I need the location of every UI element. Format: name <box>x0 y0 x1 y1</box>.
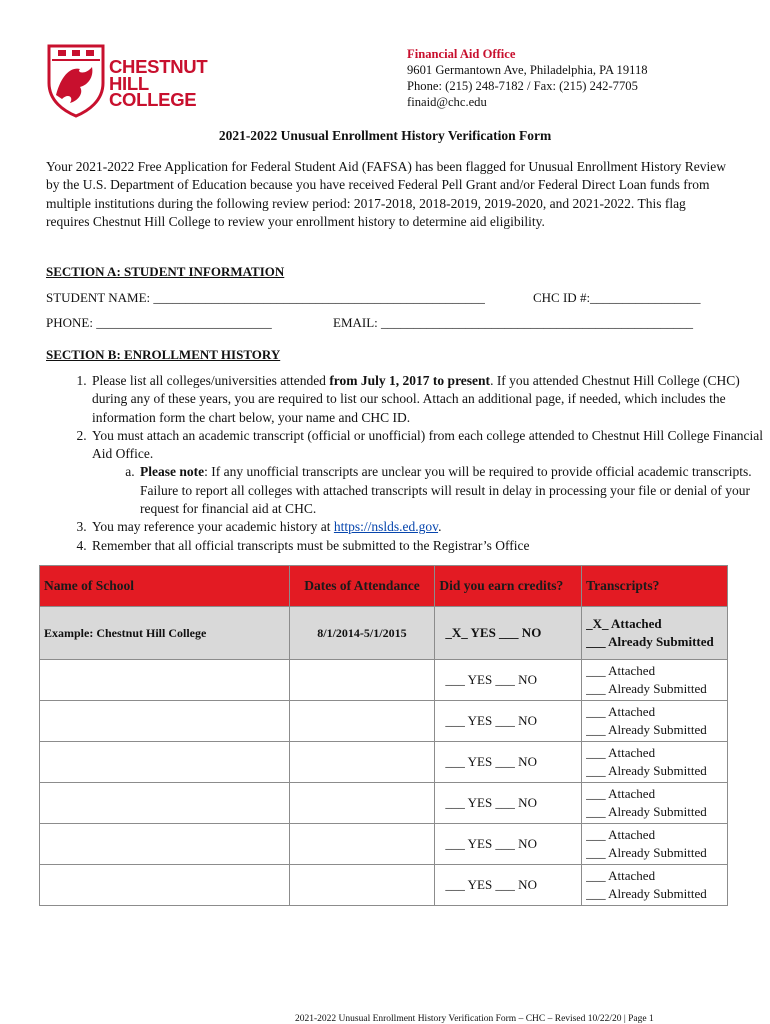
transcripts-cell[interactable] <box>582 824 728 865</box>
item1-text-end: . If you attended Chestnut Hill College (CHC) during any of these years, you are required to list our school. Attach an additional page, if needed, which includes the information form the chart below, your name and CHC ID. <box>92 373 740 425</box>
instruction-item-2a <box>138 463 770 518</box>
dates-cell[interactable] <box>289 660 435 701</box>
school-name-cell[interactable] <box>40 783 290 824</box>
credits-cell[interactable]: ___ YES ___ NO <box>435 783 582 824</box>
header-transcripts: Transcripts? <box>582 566 728 607</box>
office-email: finaid@chc.edu <box>407 95 487 109</box>
trans-attached: ___ Attached <box>586 868 656 883</box>
logo-line-1: CHESTNUT <box>109 56 208 77</box>
credits-cell[interactable]: ___ YES ___ NO <box>435 701 582 742</box>
dates-cell[interactable] <box>289 783 435 824</box>
example-credits: _X_ YES ___ NO <box>435 607 582 660</box>
trans-submitted: ___ Already Submitted <box>586 804 707 819</box>
credits-cell[interactable]: ___ YES ___ NO <box>435 742 582 783</box>
credits-cell[interactable]: ___ YES ___ NO <box>435 824 582 865</box>
office-title: Financial Aid Office <box>407 47 516 61</box>
office-address: 9601 Germantown Ave, Philadelphia, PA 19118 <box>407 63 648 77</box>
transcripts-cell[interactable] <box>582 865 728 906</box>
table-row <box>40 783 728 824</box>
transcripts-cell[interactable] <box>582 660 728 701</box>
table-row <box>40 824 728 865</box>
section-b-heading: SECTION B: ENROLLMENT HISTORY <box>46 347 281 362</box>
item2a-bold: Please note <box>140 464 205 480</box>
trans-attached: ___ Attached <box>586 745 656 760</box>
trans-attached: ___ Attached <box>586 786 656 801</box>
trans-attached: ___ Attached <box>586 704 656 719</box>
trans-attached: ___ Attached <box>586 827 656 842</box>
phone-field[interactable]: PHONE: ___________________________ <box>46 315 272 330</box>
dates-cell[interactable] <box>289 865 435 906</box>
table-row <box>40 865 728 906</box>
college-logo <box>46 43 206 118</box>
example-trans-attached: _X_ Attached <box>586 616 662 631</box>
credits-cell[interactable]: ___ YES ___ NO <box>435 865 582 906</box>
school-name-cell[interactable] <box>40 660 290 701</box>
intro-paragraph: Your 2021-2022 Free Application for Federal Student Aid (FAFSA) has been flagged for Unusual Enrollment History Review by the U.S. Department of Education because you have received Federal Pell Grant and/or Federal Direct Loan funds from multiple institutions during the following review period: 2017-2018, 2018-2019, 2019-2020, and 2021-2022. This flag requires Chestnut Hill College to review your enrollment history to determine aid eligibility. <box>46 159 727 230</box>
instruction-item-2 <box>90 427 770 518</box>
trans-submitted: ___ Already Submitted <box>586 763 707 778</box>
dates-cell[interactable] <box>289 742 435 783</box>
trans-submitted: ___ Already Submitted <box>586 886 707 901</box>
trans-submitted: ___ Already Submitted <box>586 681 707 696</box>
school-name-cell[interactable] <box>40 865 290 906</box>
logo-line-2: HILL <box>109 72 149 94</box>
chc-id-field[interactable]: CHC ID #:_________________ <box>533 290 701 305</box>
form-title: 2021-2022 Unusual Enrollment History Verification Form <box>218 128 552 143</box>
trans-submitted: ___ Already Submitted <box>586 845 707 860</box>
item4-text: Remember that all official transcripts must be submitted to the Registrar’s Office <box>92 537 530 553</box>
table-header-row <box>40 566 728 607</box>
section-a-heading: SECTION A: STUDENT INFORMATION <box>46 264 285 279</box>
school-name-cell[interactable] <box>40 742 290 783</box>
email-field[interactable]: EMAIL: ________________________________________________ <box>333 315 694 330</box>
crest-icon <box>46 43 106 118</box>
example-trans-submitted: ___ Already Submitted <box>586 634 714 649</box>
dates-cell[interactable] <box>289 701 435 742</box>
item1-text: Please list all colleges/universities attended <box>92 373 330 388</box>
item1-bold: from July 1, 2017 to present <box>329 373 491 388</box>
office-phone: Phone: (215) 248-7182 / Fax: (215) 242-7705 <box>407 79 638 93</box>
credits-cell[interactable]: ___ YES ___ NO <box>435 660 582 701</box>
header-name-of-school: Name of School <box>40 566 290 607</box>
table-row <box>40 660 728 701</box>
transcripts-cell[interactable] <box>582 783 728 824</box>
item3-text: You may reference your academic history at <box>92 519 334 535</box>
logo-line-3: COLLEGE <box>109 89 197 110</box>
instruction-item-3 <box>90 518 770 536</box>
trans-submitted: ___ Already Submitted <box>586 722 707 737</box>
example-row <box>40 607 728 660</box>
logo-wordmark <box>109 56 208 110</box>
page-footer: 2021-2022 Unusual Enrollment History Verification Form – CHC – Revised 10/22/20 | Page 1 <box>295 1014 654 1024</box>
instruction-item-4 <box>90 537 770 555</box>
instruction-item-1 <box>90 372 770 427</box>
office-info <box>407 46 648 110</box>
header-credits: Did you earn credits? <box>435 566 582 607</box>
dates-cell[interactable] <box>289 824 435 865</box>
trans-attached: ___ Attached <box>586 663 656 678</box>
table-row <box>40 742 728 783</box>
example-dates: 8/1/2014-5/1/2015 <box>289 607 435 660</box>
instructions-list <box>46 372 770 555</box>
example-school: Example: Chestnut Hill College <box>40 607 290 660</box>
transcripts-cell[interactable] <box>582 742 728 783</box>
nslds-link[interactable]: https://nslds.ed.gov <box>333 519 439 535</box>
example-transcripts <box>582 607 728 660</box>
header-dates: Dates of Attendance <box>289 566 435 607</box>
sub-list <box>92 463 770 518</box>
item2-text: You must attach an academic transcript (official or unofficial) from each college attended to Chestnut Hill College Financial Aid Office. <box>92 427 764 462</box>
transcripts-cell[interactable] <box>582 701 728 742</box>
student-name-field[interactable]: STUDENT NAME: ___________________________________________________ <box>46 290 485 305</box>
item3-text-end: . <box>438 519 442 535</box>
school-name-cell[interactable] <box>40 824 290 865</box>
enrollment-history-table <box>39 565 728 906</box>
school-name-cell[interactable] <box>40 701 290 742</box>
item2a-text: : If any unofficial transcripts are unclear you will be required to provide official academic transcripts. Failure to report all colleges with attached transcripts will result in delay in processing your file or denial of your request for financial aid at CHC. <box>140 464 752 517</box>
table-row <box>40 701 728 742</box>
